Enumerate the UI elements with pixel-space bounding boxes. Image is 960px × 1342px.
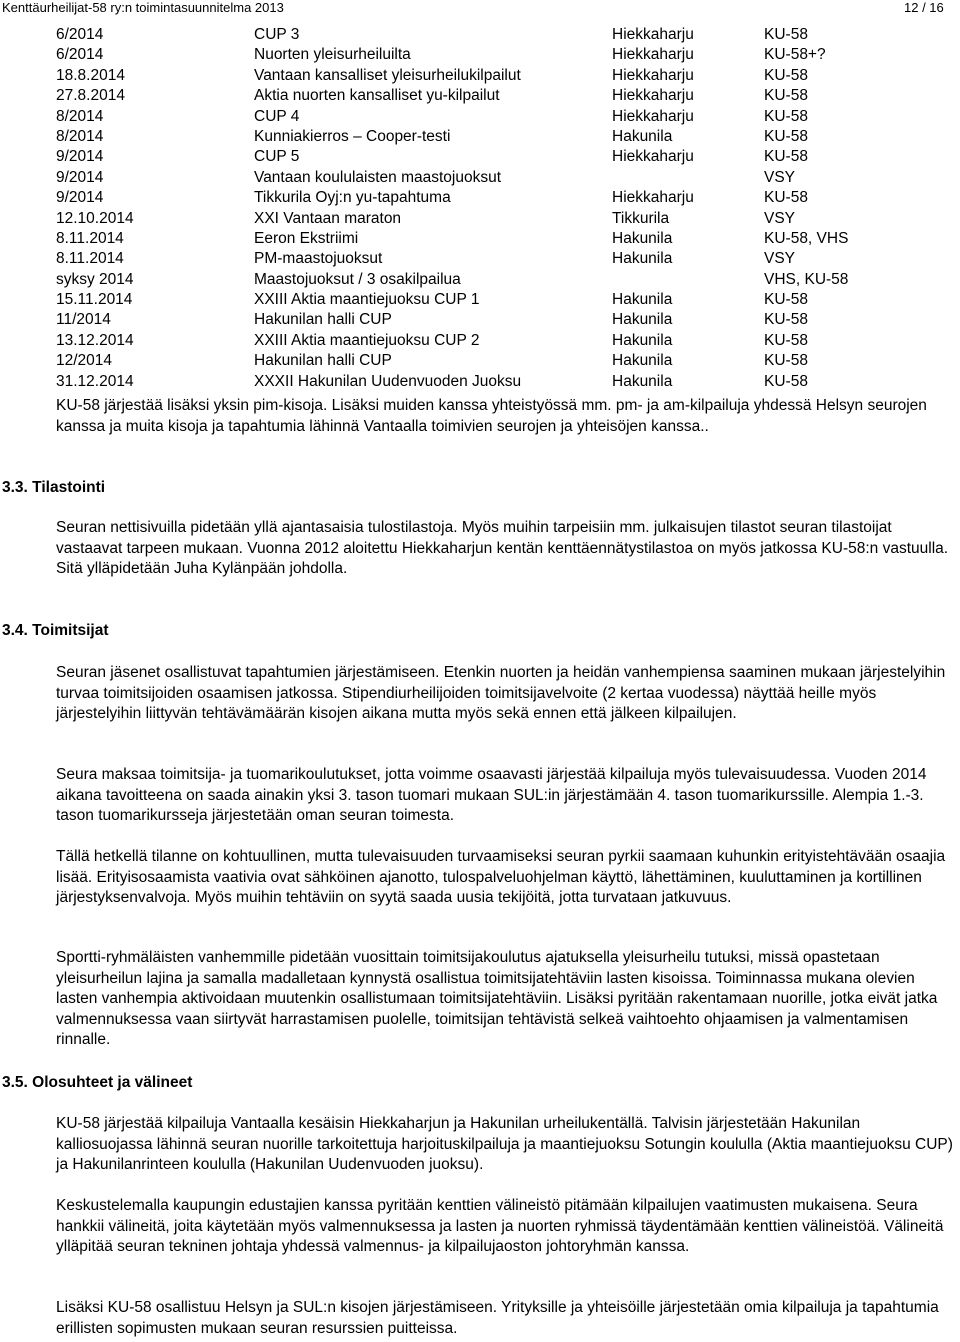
event-date: 8/2014 bbox=[56, 107, 104, 125]
event-organizer: KU-58 bbox=[764, 372, 808, 390]
event-date: 6/2014 bbox=[56, 26, 104, 43]
event-name: XXIII Aktia maantiejuoksu CUP 2 bbox=[254, 331, 480, 349]
event-organizer: KU-58 bbox=[764, 127, 808, 145]
event-place: Hakunila bbox=[612, 331, 673, 349]
event-organizer: KU-58+? bbox=[764, 46, 826, 64]
event-name: XXI Vantaan maraton bbox=[254, 209, 402, 227]
event-date: syksy 2014 bbox=[56, 270, 134, 288]
event-place: Hakunila bbox=[612, 352, 673, 370]
event-place: Hakunila bbox=[612, 372, 673, 390]
event-name: Kunniakierros – Cooper-testi bbox=[254, 127, 451, 145]
paragraph: Sportti-ryhmäläisten vanhemmille pidetään vuosittain toimitsijakoulutus ajatuksella yleisurheilu tutuksi, missä opastetaan yleisurheilun lajina ja samalla madalletaan kynnystä osallistua toimitsijatehtäviin lasten kisoissa. Toiminnassa mukana olevien lasten vanhempia aktivoidaan muutenkin osallistumaan toimitsijatehtäviin. Lisäksi pyritään rakentamaan nuorille, jotka eivät jatka valmennuksessa vaan siirtyvät harrastamisen puolelle, toimitsijan tehtävistä selkeä vaihtoehto ohjaamisen ja valmentamisen rinnalle. bbox=[56, 949, 938, 1048]
event-name: CUP 4 bbox=[254, 107, 300, 125]
event-date: 8.11.2014 bbox=[56, 250, 124, 268]
section-heading-toimitsijat: 3.4. Toimitsijat bbox=[2, 622, 109, 639]
event-date: 11/2014 bbox=[56, 311, 111, 329]
event-place: Hakunila bbox=[612, 311, 673, 329]
section-heading-olosuhteet: 3.5. Olosuhteet ja välineet bbox=[2, 1074, 193, 1091]
event-place: Hakunila bbox=[612, 291, 673, 309]
paragraph: KU-58 järjestää kilpailuja Vantaalla kesäisin Hiekkaharjun ja Hakunilan urheilukentällä. Talvisin järjestetään Hakunilan kalliosuojassa lähinnä seuran nuorille tarkoitettuja harjoituskilpailuja ja maantiejuoksu Sotungin koululla (Aktia maantiejuoksu CUP) ja Hakunilanrinteen koululla (Hakunilan Uudenvuoden juoksu). bbox=[56, 1115, 953, 1173]
event-name: Nuorten yleisurheiluilta bbox=[254, 46, 411, 64]
event-organizer: KU-58, VHS bbox=[764, 229, 849, 247]
paragraph: Seura maksaa toimitsija- ja tuomarikoulutukset, jotta voimme osaavasti järjestää kilpailuja myös tulevaisuudessa. Vuoden 2014 aikana tavoitteena on saada ainakin yksi 3. tason tuomari mukaan SUL:in järjestämään 4. tason tuomarikurssille. Alempia 1.-3. tason tuomarikursseja järjestetään oman seuran toimesta. bbox=[56, 766, 927, 824]
event-place: Hiekkaharju bbox=[612, 107, 694, 125]
event-organizer: KU-58 bbox=[764, 331, 808, 349]
event-date: 18.8.2014 bbox=[56, 66, 125, 84]
event-date: 6/2014 bbox=[56, 46, 104, 64]
event-name: CUP 3 bbox=[254, 26, 300, 43]
event-place: Hakunila bbox=[612, 229, 673, 247]
event-organizer: KU-58 bbox=[764, 66, 808, 84]
event-name: Vantaan koululaisten maastojuoksut bbox=[254, 168, 502, 186]
event-organizer: KU-58 bbox=[764, 148, 808, 166]
event-name: XXIII Aktia maantiejuoksu CUP 1 bbox=[254, 291, 480, 309]
event-place: Hakunila bbox=[612, 250, 673, 268]
event-place: Hiekkaharju bbox=[612, 87, 694, 105]
event-date: 31.12.2014 bbox=[56, 372, 134, 390]
event-organizer: KU-58 bbox=[764, 107, 808, 125]
event-place: Tikkurila bbox=[612, 209, 670, 227]
paragraph: Tällä hetkellä tilanne on kohtuullinen, mutta tulevaisuuden turvaamiseksi seuran pyrkii saamaan kuhunkin erityistehtävään osaajia lisää. Erityisosaamista vaativia ovat sähköinen ajanotto, tulospalveluohjelman käyttö, lähettäminen, kuuluttaminen ja kortillinen järjestyksenvalvoja. Myös muihin tehtäviin on syytä saada uusia tekijöitä, jotta turvataan jatkuvuus. bbox=[56, 848, 946, 906]
document-header-title: Kenttäurheilijat-58 ry:n toimintasuunnitelma 2013 bbox=[2, 0, 284, 15]
event-organizer: VSY bbox=[764, 168, 796, 186]
event-organizer: VSY bbox=[764, 250, 796, 268]
events-note: KU-58 järjestää lisäksi yksin pim-kisoja. Lisäksi muiden kanssa yhteistyössä mm. pm- ja am-kilpailuja yhdessä Helsyn seurojen kanssa ja muita kisoja ja tapahtumia lähinnä Vantaalla toimivien seurojen ja yhteisöjen kanssa.. bbox=[56, 397, 927, 435]
paragraph: Seuran nettisivuilla pidetään yllä ajantasaisia tulostilastoja. Myös muihin tarpeisiin mm. julkaisujen tilastot seuran tilastoijat vastaavat tarpeen mukaan. Vuonna 2012 aloitettu Hiekkaharjun kentän kenttäennätystilastoa on myös jatkossa KU-58:n vastuulla. Sitä ylläpidetään Juha Kylänpään johdolla. bbox=[56, 519, 949, 577]
event-organizer: KU-58 bbox=[764, 26, 808, 43]
event-name: Eeron Ekstriimi bbox=[254, 229, 359, 247]
paragraph: Lisäksi KU-58 osallistuu Helsyn ja SUL:n kisojen järjestämiseen. Yrityksille ja yhteisöille järjestetään omia kilpailuja ja tapahtumia erillisten sopimusten mukaan seuran resurssien puitteissa. bbox=[56, 1299, 939, 1337]
event-date: 12.10.2014 bbox=[56, 209, 134, 227]
event-place: Hiekkaharju bbox=[612, 189, 694, 207]
event-name: Maastojuoksut / 3 osakilpailua bbox=[254, 270, 461, 288]
event-name: Tikkurila Oyj:n yu-tapahtuma bbox=[254, 189, 451, 207]
event-organizer: KU-58 bbox=[764, 311, 808, 329]
event-date: 27.8.2014 bbox=[56, 87, 125, 105]
event-name: Aktia nuorten kansalliset yu-kilpailut bbox=[254, 87, 500, 105]
event-date: 9/2014 bbox=[56, 148, 104, 166]
event-organizer: KU-58 bbox=[764, 87, 808, 105]
event-organizer: KU-58 bbox=[764, 291, 808, 309]
section-heading-tilastointi: 3.3. Tilastointi bbox=[2, 479, 106, 496]
event-date: 9/2014 bbox=[56, 189, 104, 207]
event-name: PM-maastojuoksut bbox=[254, 250, 383, 268]
event-date: 13.12.2014 bbox=[56, 331, 134, 349]
event-date: 15.11.2014 bbox=[56, 291, 133, 309]
event-date: 8/2014 bbox=[56, 127, 104, 145]
event-name: Hakunilan halli CUP bbox=[254, 352, 392, 370]
event-organizer: VSY bbox=[764, 209, 796, 227]
event-name: Vantaan kansalliset yleisurheilukilpailut bbox=[254, 66, 521, 84]
paragraph: Keskustelemalla kaupungin edustajien kanssa pyritään kenttien välineistö pitämään kilpailujen vaatimusten mukaisena. Seura hankkii välineitä, joita käytetään myös valmennuksessa ja lasten ja nuorten ryhmissä täydentämään kenttien välineistöä. Välineitä ylläpitää seuran tekninen johtaja yhdessä valmennus- ja kilpailujaoston johtoryhmän kanssa. bbox=[56, 1197, 944, 1255]
event-date: 12/2014 bbox=[56, 352, 113, 370]
event-name: Hakunilan halli CUP bbox=[254, 311, 392, 329]
event-name: CUP 5 bbox=[254, 148, 300, 166]
paragraph: Seuran jäsenet osallistuvat tapahtumien järjestämiseen. Etenkin nuorten ja heidän vanhempiensa saaminen mukaan järjestelyihin turvaa toimitsijoiden osaamisen jatkossa. Stipendiurheilijoiden toimitsijavelvoite (2 kertaa vuodessa) näyttää heille myös järjestelyihin liittyvän tehtävämäärän kisojen aikana mutta myös sekä ennen että jälkeen kilpailujen. bbox=[56, 664, 946, 722]
event-place: Hakunila bbox=[612, 127, 673, 145]
event-place: Hiekkaharju bbox=[612, 46, 694, 64]
event-organizer: VHS, KU-58 bbox=[764, 270, 849, 288]
event-organizer: KU-58 bbox=[764, 189, 808, 207]
event-place: Hiekkaharju bbox=[612, 148, 694, 166]
event-place: Hiekkaharju bbox=[612, 26, 694, 43]
event-name: XXXII Hakunilan Uudenvuoden Juoksu bbox=[254, 372, 522, 390]
event-organizer: KU-58 bbox=[764, 352, 808, 370]
event-date: 8.11.2014 bbox=[56, 229, 124, 247]
page-number: 12 / 16 bbox=[904, 0, 944, 15]
event-date: 9/2014 bbox=[56, 168, 104, 186]
event-place: Hiekkaharju bbox=[612, 66, 694, 84]
